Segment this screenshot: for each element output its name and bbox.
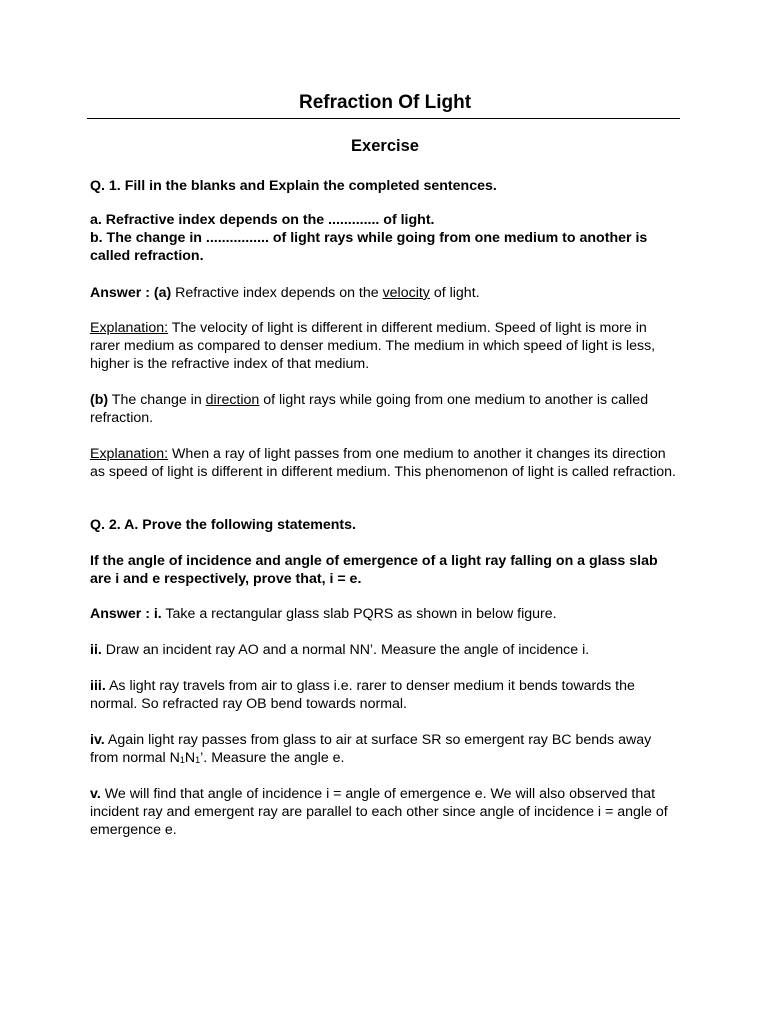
step-iv-post: ’. Measure the angle e. <box>200 750 345 766</box>
step-iii-text: As light ray travels from air to glass i.e. rarer to denser medium it bends towards the normal. So refracted ray OB bend towards normal. <box>90 678 635 712</box>
answer-a-pre: Refractive index depends on the <box>171 285 383 301</box>
step-iv-label: iv. <box>90 732 105 748</box>
step-iii-label: iii. <box>90 678 106 694</box>
step-ii-label: ii. <box>90 642 102 658</box>
step-v-label: v. <box>90 786 101 802</box>
explanation-b-label: Explanation: <box>90 446 169 462</box>
explanation-a <box>90 319 680 373</box>
question-1a: a. Refractive index depends on the ............. of light. <box>90 212 435 228</box>
step-iv-pre: Again light ray passes from glass to air at surface SR so emergent ray BC bends away from normal N <box>90 732 652 766</box>
page-title: Refraction Of Light <box>298 92 472 113</box>
answer-b-word: direction <box>205 392 260 408</box>
answer-a <box>90 284 680 302</box>
section-subtitle: Exercise <box>351 137 419 155</box>
step-v-text: We will find that angle of incidence i = angle of emergence e. We will also observed that incident ray and emergent ray are parallel to each other since angle of incidence i = angle of emergence e. <box>90 786 668 838</box>
explanation-b <box>90 445 680 481</box>
step-iv-mid: N <box>184 750 196 766</box>
title-divider <box>87 118 680 119</box>
step-iii <box>90 677 680 713</box>
step-i <box>90 605 680 623</box>
step-ii-text: Draw an incident ray AO and a normal NN’. Measure the angle of incidence i. <box>101 642 590 658</box>
step-iv-subscript-2: 1 <box>195 755 201 765</box>
answer-a-label: Answer : (a) <box>90 285 172 301</box>
answer-a-word: velocity <box>382 285 430 301</box>
answer-b <box>90 391 680 427</box>
answer-b-post: of light rays while going from one medium to another is called refraction. <box>90 392 649 426</box>
explanation-a-text: The velocity of light is different in different medium. Speed of light is more in rarer medium as compared to denser medium. The medium in which speed of light is less, higher is the refractive index of that medium. <box>90 320 656 372</box>
step-i-text: Take a rectangular glass slab PQRS as shown in below figure. <box>161 606 557 622</box>
step-iv <box>90 731 680 767</box>
step-iv-subscript-1: 1 <box>179 755 185 765</box>
answer-b-label: (b) <box>90 392 109 408</box>
question-2-heading: Q. 2. A. Prove the following statements. <box>90 517 356 533</box>
explanation-b-text: When a ray of light passes from one medium to another it changes its direction as speed of light is different in different medium. This phenomenon of light is called refraction. <box>90 446 676 480</box>
question-1b: b. The change in ................ of light rays while going from one medium to another is called refraction. <box>90 230 648 264</box>
explanation-a-label: Explanation: <box>90 320 169 336</box>
question-1-heading: Q. 1. Fill in the blanks and Explain the completed sentences. <box>90 178 497 194</box>
step-ii <box>90 641 680 659</box>
answer-b-pre: The change in <box>108 392 206 408</box>
answer-a-post: of light. <box>429 285 480 301</box>
step-v <box>90 785 680 839</box>
question-2-statement: If the angle of incidence and angle of emergence of a light ray falling on a glass slab are i and e respectively, prove that, i = e. <box>90 553 658 587</box>
step-i-label: Answer : i. <box>90 606 162 622</box>
